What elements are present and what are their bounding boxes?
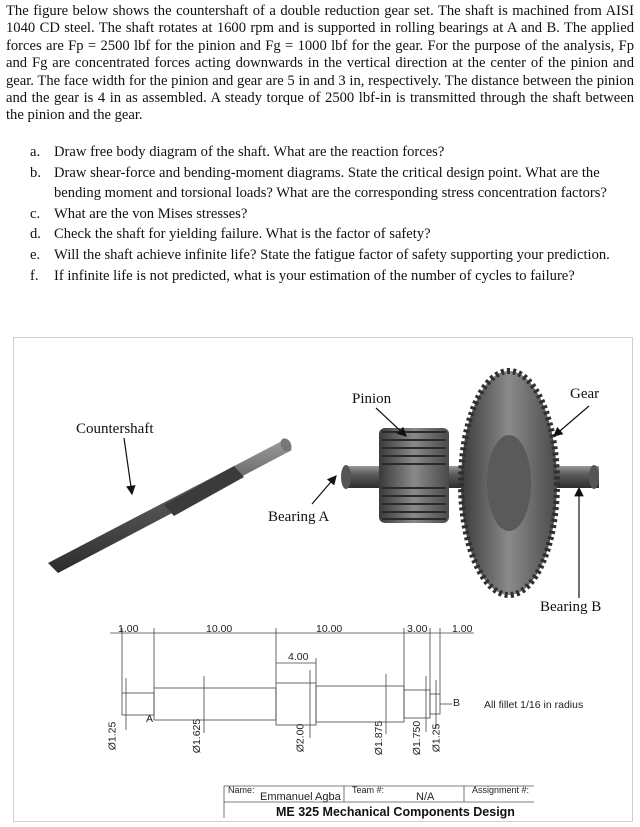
- fillet-note: All fillet 1/16 in radius: [484, 699, 584, 711]
- name-value: Emmanuel Agba: [260, 791, 341, 803]
- task-text: Will the shaft achieve infinite life? State the fatigue factor of safety supporting your prediction.: [54, 246, 610, 263]
- task-item: [30, 224, 634, 245]
- course-title: ME 325 Mechanical Components Design: [276, 805, 515, 819]
- task-item: [30, 204, 634, 225]
- task-letter: b.: [30, 164, 41, 181]
- task-item: [30, 142, 634, 163]
- dimension-label: 1.00: [118, 623, 139, 635]
- name-label: Name:: [228, 785, 255, 795]
- task-letter: f.: [30, 267, 39, 284]
- diameter-label: Ø1.750: [411, 720, 424, 756]
- problem-statement: [6, 3, 634, 125]
- problem-text: The figure below shows the countershaft of a double reduction gear set. The shaft is machined from AISI 1040 CD steel. The shaft rotates at 1600 rpm and is supported in rolling bearings at A and B. The applied forces are Fp = 2500 lbf for the pinion and Fg = 1000 lbf for the gear. For the purpose of the analysis, Fp and Fg are concentrated forces acting downwards in the vertical direction at the center of the pinion and gear. The face width for the pinion and gear are 5 in and 3 in, respectively. The distance between the pinion and the gear is 4 in as assembled. A steady torque of 2500 lbf-in is transmitted through the shaft between the pinion and the gear.: [6, 3, 634, 124]
- countershaft-model: [48, 436, 294, 573]
- dimension-label: 4.00: [288, 651, 309, 663]
- task-list: [30, 142, 634, 286]
- task-item: [30, 245, 634, 266]
- task-letter: a.: [30, 144, 41, 160]
- diameter-label: Ø2.00: [294, 723, 307, 753]
- diameter-label: Ø1.875: [373, 720, 386, 756]
- dimension-label: 1.00: [452, 623, 473, 635]
- task-text: If infinite life is not predicted, what is your estimation of the number of cycles to failure?: [54, 267, 575, 284]
- dimension-label: 10.00: [206, 623, 233, 635]
- point-a-label: A: [146, 713, 154, 725]
- countershaft-label: Countershaft: [76, 421, 154, 437]
- task-letter: e.: [30, 246, 41, 263]
- dimension-label: 10.00: [316, 623, 343, 635]
- task-letter: d.: [30, 226, 41, 243]
- shaft-figure: [13, 337, 633, 822]
- team-label: Team #:: [352, 785, 385, 795]
- bearing-b-label: Bearing B: [540, 599, 602, 615]
- dimension-label: 3.00: [407, 623, 428, 635]
- diameter-label: Ø1.625: [191, 718, 204, 754]
- point-b-label: B: [453, 697, 461, 709]
- bearing-a-label: Bearing A: [268, 509, 330, 525]
- assignment-label: Assignment #:: [472, 785, 530, 795]
- pinion-label: Pinion: [352, 391, 392, 407]
- diameter-label: Ø1.25: [106, 721, 119, 751]
- task-text: Draw shear-force and bending-moment diagrams. State the critical design point. What are the bending moment and torsional loads? What are the corresponding stress concentration factors?: [54, 164, 607, 202]
- task-text: What are the von Mises stresses?: [54, 205, 248, 222]
- task-letter: c.: [30, 205, 41, 222]
- diameter-label: Ø1.25: [430, 723, 443, 753]
- task-item: [30, 266, 634, 287]
- task-text: Draw free body diagram of the shaft. What are the reaction forces?: [54, 144, 445, 160]
- gear-label: Gear: [570, 386, 600, 402]
- task-item: [30, 163, 634, 204]
- task-text: Check the shaft for yielding failure. What is the factor of safety?: [54, 226, 431, 243]
- team-value: N/A: [416, 791, 435, 803]
